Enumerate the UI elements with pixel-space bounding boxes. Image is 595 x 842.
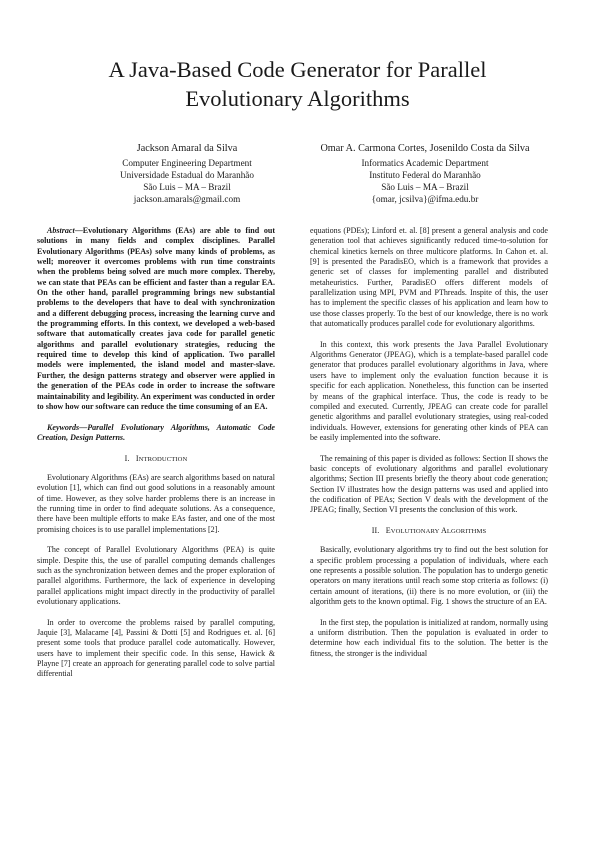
intro-paragraph-1: Evolutionary Algorithms (EAs) are search algorithms based on natural evolution [1], which can find out good solutions in a reasonably amount of time. However, as they solve harder problems there is an increase in the running time in order to find adequate solutions. As a consequence, there have been multiple efforts to make EAs faster, and one of the most promising choices is to use parallel implementations [2]. (37, 472, 275, 534)
section-title-rest-2: LGORITHMS (446, 527, 487, 535)
author-email: jackson.amarals@gmail.com (133, 194, 241, 204)
section-first-letter: E (385, 525, 391, 535)
author-affiliation: Informatics Academic Department (361, 158, 489, 168)
ea-paragraph-1: Basically, evolutionary algorithms try to find out the best solution for a specific problem processing a population of individuals, where each one represents a possible solution. The population has to undergo genetic operators on many iterations until reach some stop criteria as follows: (i) certain amount of iterations, (ii) there is no more evolution, or (iii) the algorithm gets to the known optimal. Fig. 1 shows the structure of an EA. (310, 545, 548, 607)
section-heading-evolutionary-algorithms (310, 526, 548, 537)
abstract-text: —Evolutionary Algorithms (EAs) are able to find out solutions in many fields and complex disciplines. Parallel Evolutionary Algorithms (PEAs) solve many kinds of problems, as well; moreover it overcomes problems with run time constraints when the problems being solved are much more complex. Thereby, we can state that PEAs can be efficient and faster than a regular EA. On the other hand, parallel programming brings new substantial problems to the developers that have to deal with synchronization and a different debugging process, increasing the learning curve and the programming efforts. In this context, we developed a web-based software that automatically creates java code for parallel genetic algorithms and parallel evolutionary strategies, reducing the required time to develop this kind of application. Two parallel models were implemented, the island model and master-slave. Further, the design patterns strategy and observer were applied in the generation of the PEAs code in order to increase the software maintainability and legibility. An experiment was conducted in order to show how our software can reduce the time consuming of an EA. (37, 226, 275, 411)
abstract-label: Abstract (47, 226, 75, 235)
section-title-rest: VOLUTIONARY (390, 527, 441, 535)
author-location: São Luis – MA – Brazil (381, 182, 469, 192)
author-name: Jackson Amaral da Silva (136, 143, 238, 154)
section-title-rest: NTRODUCTION (138, 455, 188, 463)
author-location: São Luis – MA – Brazil (143, 182, 231, 192)
title-line-1: A Java-Based Code Generator for Parallel (108, 57, 487, 82)
author-email: {omar, jcsilva}@ifma.edu.br (371, 194, 479, 204)
intro-paragraph-3: In order to overcome the problems raised by parallel computing, Jaquie [3], Malacame [4], Passini & Dotti [5] and Rodrigues et. al. [6] present some tools that produce parallel code automatically. However, users have to implement their specific code. In this sense, Hawick & Playne [7] create an approach for generating parallel code to solve partial differential (37, 617, 275, 679)
author-institution: Universidade Estadual do Maranhão (120, 170, 254, 180)
paper-title (40, 55, 555, 113)
intro-paragraph-2: The concept of Parallel Evolutionary Algorithms (PEA) is quite simple. Despite this, the use of parallel computing demands challenges such as the synchronization between demes and the proper exploration of parallel algorithms. Furthermore, the lack of experience in developing parallel applications might impact directly in the productivity of parallel evolutionary applications. (37, 545, 275, 607)
intro-paragraph-5: The remaining of this paper is divided as follows: Section II shows the basic concepts of evolutionary algorithms and parallel evolutionary algorithms; Section III presents briefly the theory about code generation; Section IV illustrates how the design patterns was used and applied into the codification of PEAs; Section V deals with the development of the JPEAG; finally, Section VI presents the conclusion of this work. (310, 453, 548, 515)
intro-paragraph-4: In this context, this work presents the Java Parallel Evolutionary Algorithms Generator (JPEAG), which is a template-based parallel code generator that produces parallel evolutionary algorithms in Java, where users have to implement only the evaluation function because it is specific for each application. Nonetheless, this function can be inserted by means of the graphical interface. Thus, the code is ready to be compiled and executed. Currently, JPEAG can create code for parallel genetic algorithms and parallel evolutionary strategies, using real-coded individuals. However, extensions for generating other kinds of PEA can be easily implemented into the software. (310, 339, 548, 442)
author-affiliation: Computer Engineering Department (122, 158, 252, 168)
author-block-1 (67, 143, 307, 205)
left-column (37, 226, 275, 690)
author-block-2 (305, 143, 545, 205)
section-mid-letter: A (440, 525, 447, 535)
author-name: Omar A. Carmona Cortes, Josenildo Costa da Silva (320, 143, 530, 154)
keywords: Keywords—Parallel Evolutionary Algorithms, Automatic Code Creation, Design Patterns. (37, 422, 275, 442)
section-number: I. (124, 453, 130, 463)
right-column (310, 226, 548, 669)
section-number: II. (371, 525, 380, 535)
section-heading-introduction (37, 454, 275, 465)
author-institution: Instituto Federal do Maranhão (369, 170, 481, 180)
title-line-2: Evolutionary Algorithms (185, 86, 410, 111)
abstract (37, 226, 275, 412)
section-first-letter: I (135, 453, 139, 463)
ea-paragraph-2: In the first step, the population is initialized at random, normally using a uniform distribution. Then the population is evaluated in order to determine how each individual fits to the solution. The better is the fitness, the stronger is the individual (310, 617, 548, 658)
intro-paragraph-3-continued: equations (PDEs); Linford et. al. [8] present a general analysis and code generation tool that achieves significantly reduced time-to-solution for chemical kinetics kernels on three multicore platforms. In Cahon et. al. [9] is presented the ParadisEO, which is a framework that provides a generic set of classes for implementing parallel and distributed metaheuristics. Further, ParadisEO offers different models of parallelization using MPI, PVM and PThreads. Inspite of this, the user has to implement the specific classes of his application and learn how to use those classes properly. To the best of our knowledge, there is no work that automatically produces parallel code for evolutionary algorithms. (310, 226, 548, 329)
